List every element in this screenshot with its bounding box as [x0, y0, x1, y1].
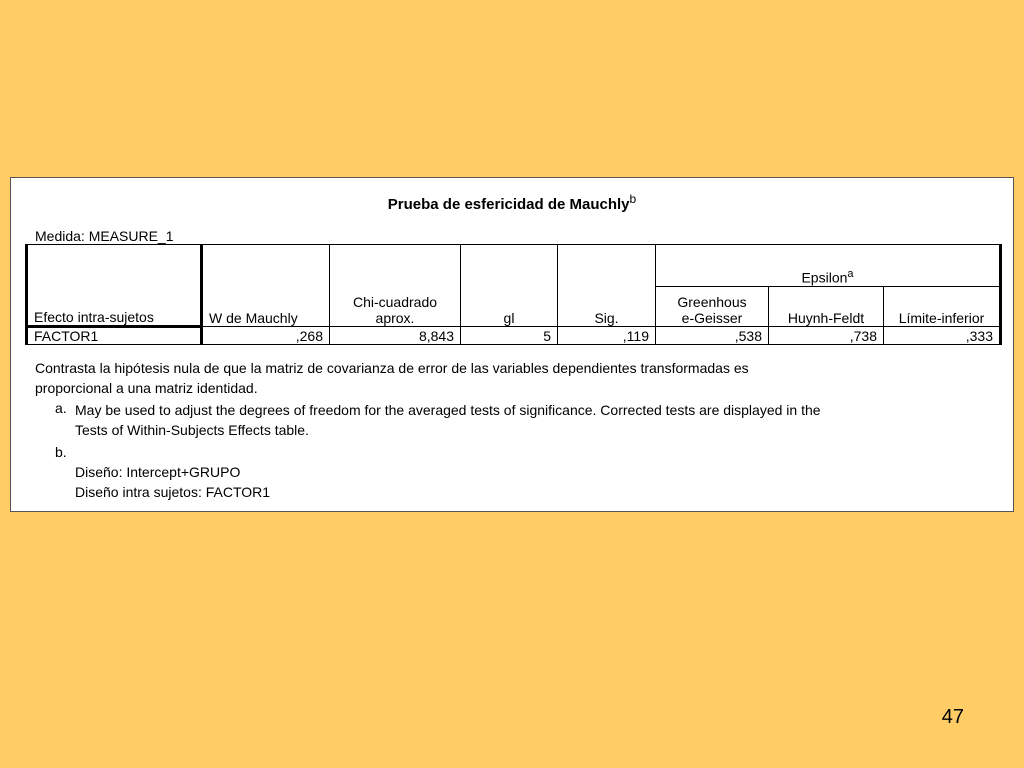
footnote-a-label: a. [55, 400, 67, 416]
header-w-mauchly: W de Mauchly [202, 245, 330, 327]
spss-output-panel [10, 177, 1014, 512]
cell-greenhouse-geisser: ,538 [656, 327, 769, 345]
header-effect: Efecto intra-sujetos [27, 245, 202, 327]
note-main-line2: proporcional a una matriz identidad. [35, 380, 258, 396]
cell-chi-square: 8,843 [330, 327, 461, 345]
cell-sig: ,119 [558, 327, 656, 345]
title-footnote-marker: b [629, 192, 637, 206]
cell-w-mauchly: ,268 [202, 327, 330, 345]
note-main-line1: Contrasta la hipótesis nula de que la matriz de covarianza de error de las variables dependientes transformadas es [35, 360, 749, 376]
header-gl: gl [461, 245, 558, 327]
footnote-b-label: b. [55, 444, 67, 460]
cell-lower-bound: ,333 [884, 327, 1001, 345]
page-number: 47 [941, 706, 964, 728]
row-effect: FACTOR1 [27, 327, 202, 345]
cell-gl: 5 [461, 327, 558, 345]
table-notes [35, 358, 749, 398]
header-greenhouse-geisser: Greenhous e-Geisser [656, 287, 769, 327]
table-title: Prueba de esfericidad de Mauchly$^b$ [387, 192, 637, 213]
footnote-a-text: May be used to adjust the degrees of freedom for the averaged tests of significance. Corrected tests are displayed in the Tests of Within-Subjects Effects table. [75, 402, 821, 438]
mauchly-table [25, 244, 1002, 345]
header-lower-bound: Límite-inferior [884, 287, 1001, 327]
cell-huynh-feldt: ,738 [769, 327, 884, 345]
epsilon-footnote-marker: a [847, 268, 854, 281]
header-sig: Sig. [558, 245, 656, 327]
footnote-b-text: Diseño: Intercept+GRUPO Diseño intra sujetos: FACTOR1 [75, 464, 271, 500]
measure-label: Medida: MEASURE_1 [35, 228, 174, 244]
header-huynh-feldt: Huynh-Feldt [769, 287, 884, 327]
header-epsilon: Epsilon$^a$ [656, 245, 1001, 287]
header-chi-square: Chi-cuadrado aprox. [330, 245, 461, 327]
